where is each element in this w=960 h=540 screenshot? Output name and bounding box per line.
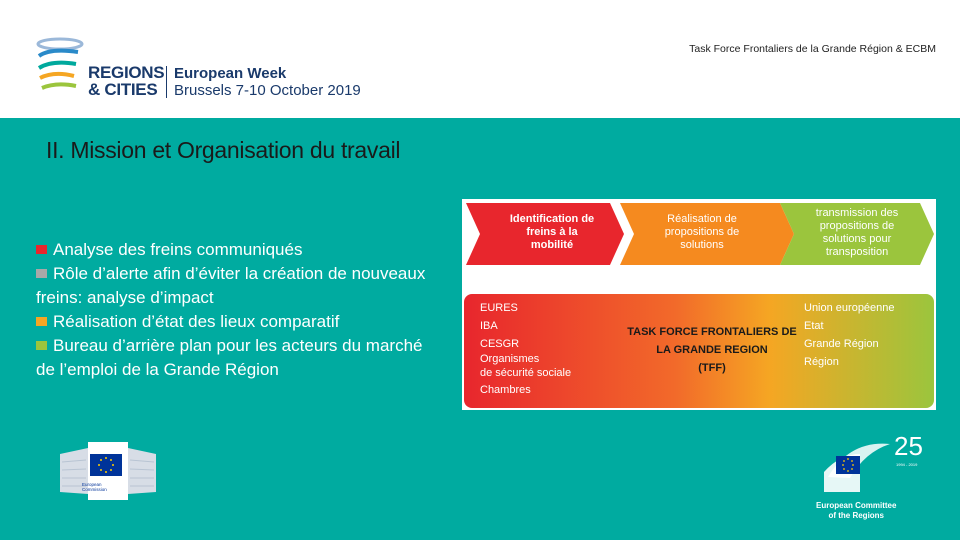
header	[0, 0, 960, 118]
organisation-diagram	[462, 199, 936, 410]
step-realisation-label: Réalisation de propositions de solutions	[664, 213, 740, 251]
bullet-text: Bureau d’arrière plan pour les acteurs du marché de l’emploi de la Grande Région	[36, 336, 423, 379]
regions-cities-logo	[36, 34, 361, 104]
bullet-item	[36, 310, 436, 334]
slide-title: II. Mission et Organisation du travail	[46, 137, 401, 163]
anniversary-years: 1994 - 2019	[896, 462, 918, 467]
bullet-square-icon	[36, 269, 47, 278]
bullet-text: Analyse des freins communiqués	[53, 240, 303, 259]
cor-logo-text: European Committee of the Regions	[816, 501, 897, 520]
bullet-square-icon	[36, 317, 47, 326]
bullet-square-icon	[36, 245, 47, 254]
swoosh-icon	[36, 34, 86, 94]
task-force-center-label: TASK FORCE FRONTALIERS DE LA GRANDE REGION (TFF)	[627, 326, 797, 374]
step-identification-label: Identification de freins à la mobilité	[509, 213, 595, 251]
step-transmission-label: transmission des propositions de solutions pour transposition	[815, 207, 899, 258]
european-commission-logo	[58, 434, 158, 504]
logo-cities: & CITIES	[88, 80, 158, 99]
ec-logo-text: European Commission	[82, 482, 107, 492]
logo-regions: REGIONS	[88, 63, 165, 82]
logo-divider	[166, 66, 167, 98]
task-force-label: Task Force Frontaliers de la Grande Région & ECBM	[689, 43, 936, 55]
bullet-square-icon	[36, 341, 47, 350]
bullet-text: Rôle d’alerte afin d’éviter la création de nouveaux freins: analyse d’impact	[36, 264, 426, 307]
logo-dates: Brussels 7-10 October 2019	[174, 82, 361, 99]
left-actors-list: EURES IBA CESGR Organismes de sécurité sociale Chambres	[480, 302, 572, 396]
bullet-item	[36, 238, 436, 262]
bullet-list	[36, 238, 436, 382]
bullet-item	[36, 262, 436, 310]
anniversary-number: 25	[894, 431, 923, 461]
logo-european-week: European Week	[174, 65, 287, 82]
bullet-text: Réalisation d’état des lieux comparatif	[53, 312, 340, 331]
bullet-item	[36, 334, 436, 382]
berlaymont-icon	[58, 434, 158, 504]
right-actors-list: Union européenne Etat Grande Région Région	[804, 302, 895, 368]
committee-regions-logo	[810, 432, 930, 527]
